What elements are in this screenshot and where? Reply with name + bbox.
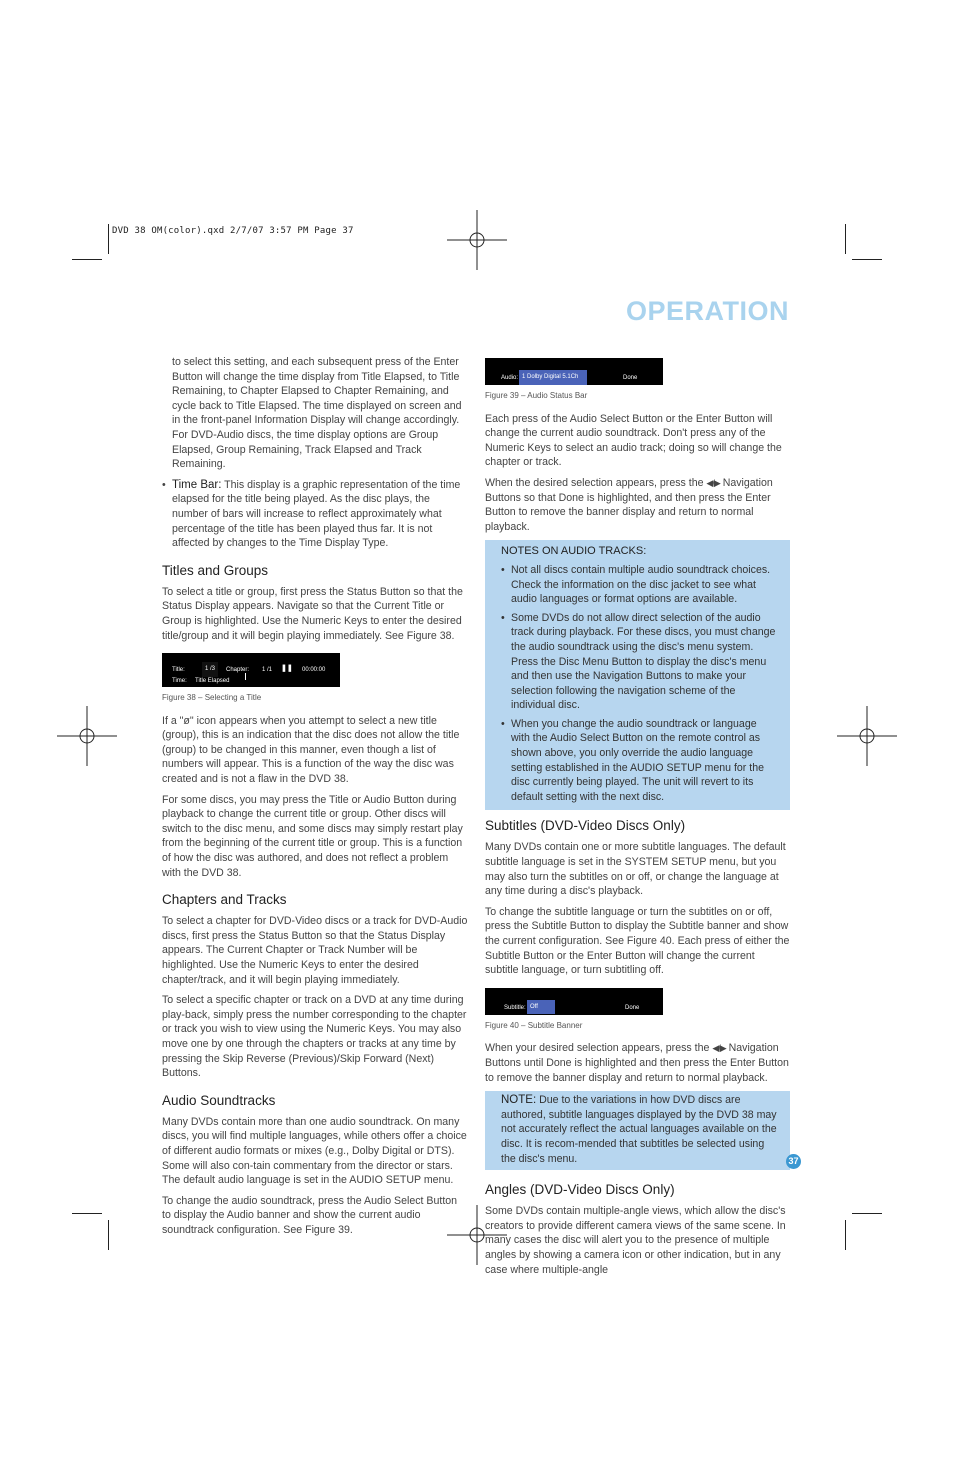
subtitles-paragraph-1: Many DVDs contain one or more subtitle languages. The default subtitle language is set in the SYSTEM SETUP menu, but you may also turn the subtitles on or off, or change the language at any time during a disc's playback. xyxy=(485,841,786,898)
note-body: Due to the variations in how DVD discs are authored, subtitle languages displayed by the DVD 38 may not accurately reflect the actual languages available on the disc. It is recom-mended that subtitles be selected using the disc's menu. xyxy=(501,1094,777,1165)
angles-paragraph: Some DVDs contain multiple-angle views, which allow the disc's creators to provide different camera views of the same scene. In many cases the disc will alert you to the presence of multiple angles by showing a camera icon or other indication, but in any case where multiple-angle xyxy=(485,1205,786,1276)
note-text: Some DVDs do not allow direct selection of the audio track during playback. For these discs, you must change the audio soundtrack using the disc's menu system. Press the Disc Menu Button to display the disc's menu and then use the Navigation Buttons to make your selection following the navigation scheme of the individual disc. xyxy=(511,611,776,712)
crop-mark xyxy=(72,259,102,260)
icon-paragraph: If a "ø" icon appears when you attempt to select a new title (group), this is an indication that the disc does not allow the title (group) to be changed in this manner, even though a list of numbers will appear. This is a function of the way the disc was created and is not a flaw in the DVD 38. xyxy=(162,714,460,786)
registration-mark-icon xyxy=(57,706,117,766)
osd-subtitle-label: Subtitle: xyxy=(504,1004,526,1011)
heading-subtitles: Subtitles (DVD-Video Discs Only) xyxy=(485,818,686,834)
figure-38-caption: Figure 38 – Selecting a Title xyxy=(162,693,262,703)
when-desired-paragraph xyxy=(485,1041,790,1085)
osd-time-bar xyxy=(245,673,246,680)
notes-box xyxy=(485,540,790,810)
osd-chapter-value: 1 /1 xyxy=(262,667,273,674)
subtitles-paragraph-2: To change the subtitle language or turn the subtitles on or off, press the Subtitle Button to display the Subtitle banner and show the current configuration. See Figure 40. Each press of either the Subtitle Button or the Enter Button will change the current subtitle language, or turn subtitling off. xyxy=(485,905,790,977)
intro-paragraph: to select this setting, and each subsequent press of the Enter Button will change the time display from Title Elapsed, to Title Remaining, to Chapter Elapsed to Chapter Remaining, and cycle back to Title Elapsed. The time displayed on screen and in the front-panel Information Display will change accordingly. For DVD-Audio discs, the time display options are Group Elapsed, Group Remaining, Track Elapsed and Track Remaining. xyxy=(172,356,462,471)
left-column xyxy=(162,355,468,1244)
heading-chapters-tracks: Chapters and Tracks xyxy=(162,892,287,908)
osd-title-label: Title: xyxy=(172,667,185,674)
each-press-paragraph: Each press of the Audio Select Button or the Enter Button will change the current audio soundtrack. Don't press any of the Numeric Keys to select an audio track; doing so will change the chapter or track. xyxy=(485,412,782,469)
osd-audio-label: Audio: xyxy=(501,375,519,381)
crop-mark xyxy=(852,259,882,260)
osd-title-value: 1 /3 xyxy=(202,662,218,677)
audio-paragraph-2: To change the audio soundtrack, press the Audio Select Button to display the Audio banner and show the current audio soundtrack configuration. See Figure 39. xyxy=(162,1194,458,1236)
crop-mark xyxy=(108,1220,109,1250)
crop-mark xyxy=(108,224,109,254)
osd-done: Done xyxy=(625,1004,640,1011)
note-item xyxy=(501,611,778,713)
titles-paragraph: To select a title or group, first press the Status Button so that the Status Display appears. Navigate so that the Current Title or Group is highlighted. Use the Numeric Keys to enter the desired title/group and it will begin playing immediately. See Figure 38. xyxy=(162,585,463,642)
registration-mark-icon xyxy=(837,706,897,766)
time-bar-text: This display is a graphic representation of the time elapsed for the title being played. As the disc plays, the number of bars will increase to reflect approximately what percentage of the title has been played thus far. It is not affected by changes to the Time Display Type. xyxy=(172,478,461,550)
bullet-dot: • xyxy=(501,611,505,624)
osd-chapter-label: Chapter: xyxy=(226,667,250,674)
bullet-dot: • xyxy=(501,717,505,730)
left-right-arrows-icon: ◀/▶ xyxy=(712,1043,726,1054)
note-text: When you change the audio soundtrack or language with the Audio Select Button on the remote control as shown above, you only override the audio language setting established in the AUDIO SETUP menu for the disc currently being played. The unit will revert to its default setting with the next disc. xyxy=(511,717,765,803)
note-item xyxy=(501,717,778,805)
bullet-dot: • xyxy=(162,478,166,491)
when-selection-paragraph xyxy=(485,476,790,534)
when-text-b: Navigation Buttons so that Done is highlighted, and then press the Enter Button to remove the banner display and return to normal playback. xyxy=(485,476,773,533)
notes-heading: NOTES ON AUDIO TRACKS: xyxy=(501,545,647,558)
heading-audio-soundtracks: Audio Soundtracks xyxy=(162,1092,276,1108)
file-slug: DVD 38 OM(color).qxd 2/7/07 3:57 PM Page 37 xyxy=(112,226,354,236)
heading-titles-groups: Titles and Groups xyxy=(162,562,269,578)
bullet-dot: • xyxy=(501,563,505,576)
heading-angles: Angles (DVD-Video Discs Only) xyxy=(485,1182,675,1198)
osd-time-code: 00:00:00 xyxy=(302,667,326,674)
note-lead: NOTE: xyxy=(501,1094,537,1107)
osd-audio-value: 1 Dolby Digital 5.1Ch xyxy=(519,370,587,385)
crop-mark xyxy=(852,1213,882,1214)
time-bar-lead: Time Bar: xyxy=(172,478,222,491)
time-bar-bullet xyxy=(162,478,468,551)
left-right-arrows-icon: ◀/▶ xyxy=(706,477,720,488)
figure-40-subtitle-banner xyxy=(485,988,663,1015)
when-text-a: When the desired selection appears, press the xyxy=(485,476,707,489)
crop-mark xyxy=(845,224,846,254)
osd-done: Done xyxy=(623,375,638,381)
audio-paragraph-1: Many DVDs contain more than one audio soundtrack. On many discs, you will find multiple languages, while others offer a choice of different audio formats or mixes (e.g., Dolby Digital or DTS). Some will also con-tain commentary from the director or stars. The default audio language is set in the AUDIO SETUP menu. xyxy=(162,1115,467,1187)
figure-39-caption: Figure 39 – Audio Status Bar xyxy=(485,391,588,400)
when-text-a: When your desired selection appears, press the xyxy=(485,1042,713,1055)
osd-time-label: Time: xyxy=(172,678,187,685)
crop-mark xyxy=(72,1213,102,1214)
note-text: Not all discs contain multiple audio soundtrack choices. Check the information on the disc jacket to see what audio languages or format options are available. xyxy=(511,563,771,606)
chapters-paragraph-2: To select a specific chapter or track on a DVD at any time during play-back, simply press the number corresponding to the chapter or track you wish to view using the Numeric Keys. You may also move one by one through the chapters or tracks at any time by pressing the Skip Reverse (Previous)/Skip Forward (Next) Buttons. xyxy=(162,994,467,1080)
subtitle-note-box xyxy=(485,1091,790,1170)
figure-38-status-display xyxy=(162,653,340,687)
figure-40-caption: Figure 40 – Subtitle Banner xyxy=(485,1020,583,1030)
right-column xyxy=(485,358,790,1283)
chapters-paragraph-1: To select a chapter for DVD-Video discs or a track for DVD-Audio discs, first press the Status Button so that the Status Display appears. The Current Chapter or Track Number will be highlighted. Use the Numeric Keys to enter the desired chapter/track, and it will begin playing immediately. xyxy=(162,915,468,986)
figure-39-audio-status-bar xyxy=(485,358,663,385)
registration-mark-icon xyxy=(447,210,507,270)
section-title: OPERATION xyxy=(625,296,789,326)
note-item xyxy=(501,563,778,607)
osd-time-value: Title Elapsed xyxy=(195,678,230,685)
crop-mark xyxy=(845,1220,846,1250)
some-discs-paragraph: For some discs, you may press the Title or Audio Button during playback to change the current title or group. Other discs will switch to the disc menu, and some discs may simply restart play from the beginning of the current title or group. This is a function of how the disc was authored, and does not reflect a problem with the DVD 38. xyxy=(162,793,463,879)
page-number-badge: 37 xyxy=(786,1154,801,1169)
osd-subtitle-value: Off xyxy=(527,1000,555,1015)
when-text-b: Navigation Buttons until Done is highlighted and then press the Enter Button to remove the banner display and return to normal playback. xyxy=(485,1042,789,1084)
pause-icon: ❚❚ xyxy=(281,665,293,673)
